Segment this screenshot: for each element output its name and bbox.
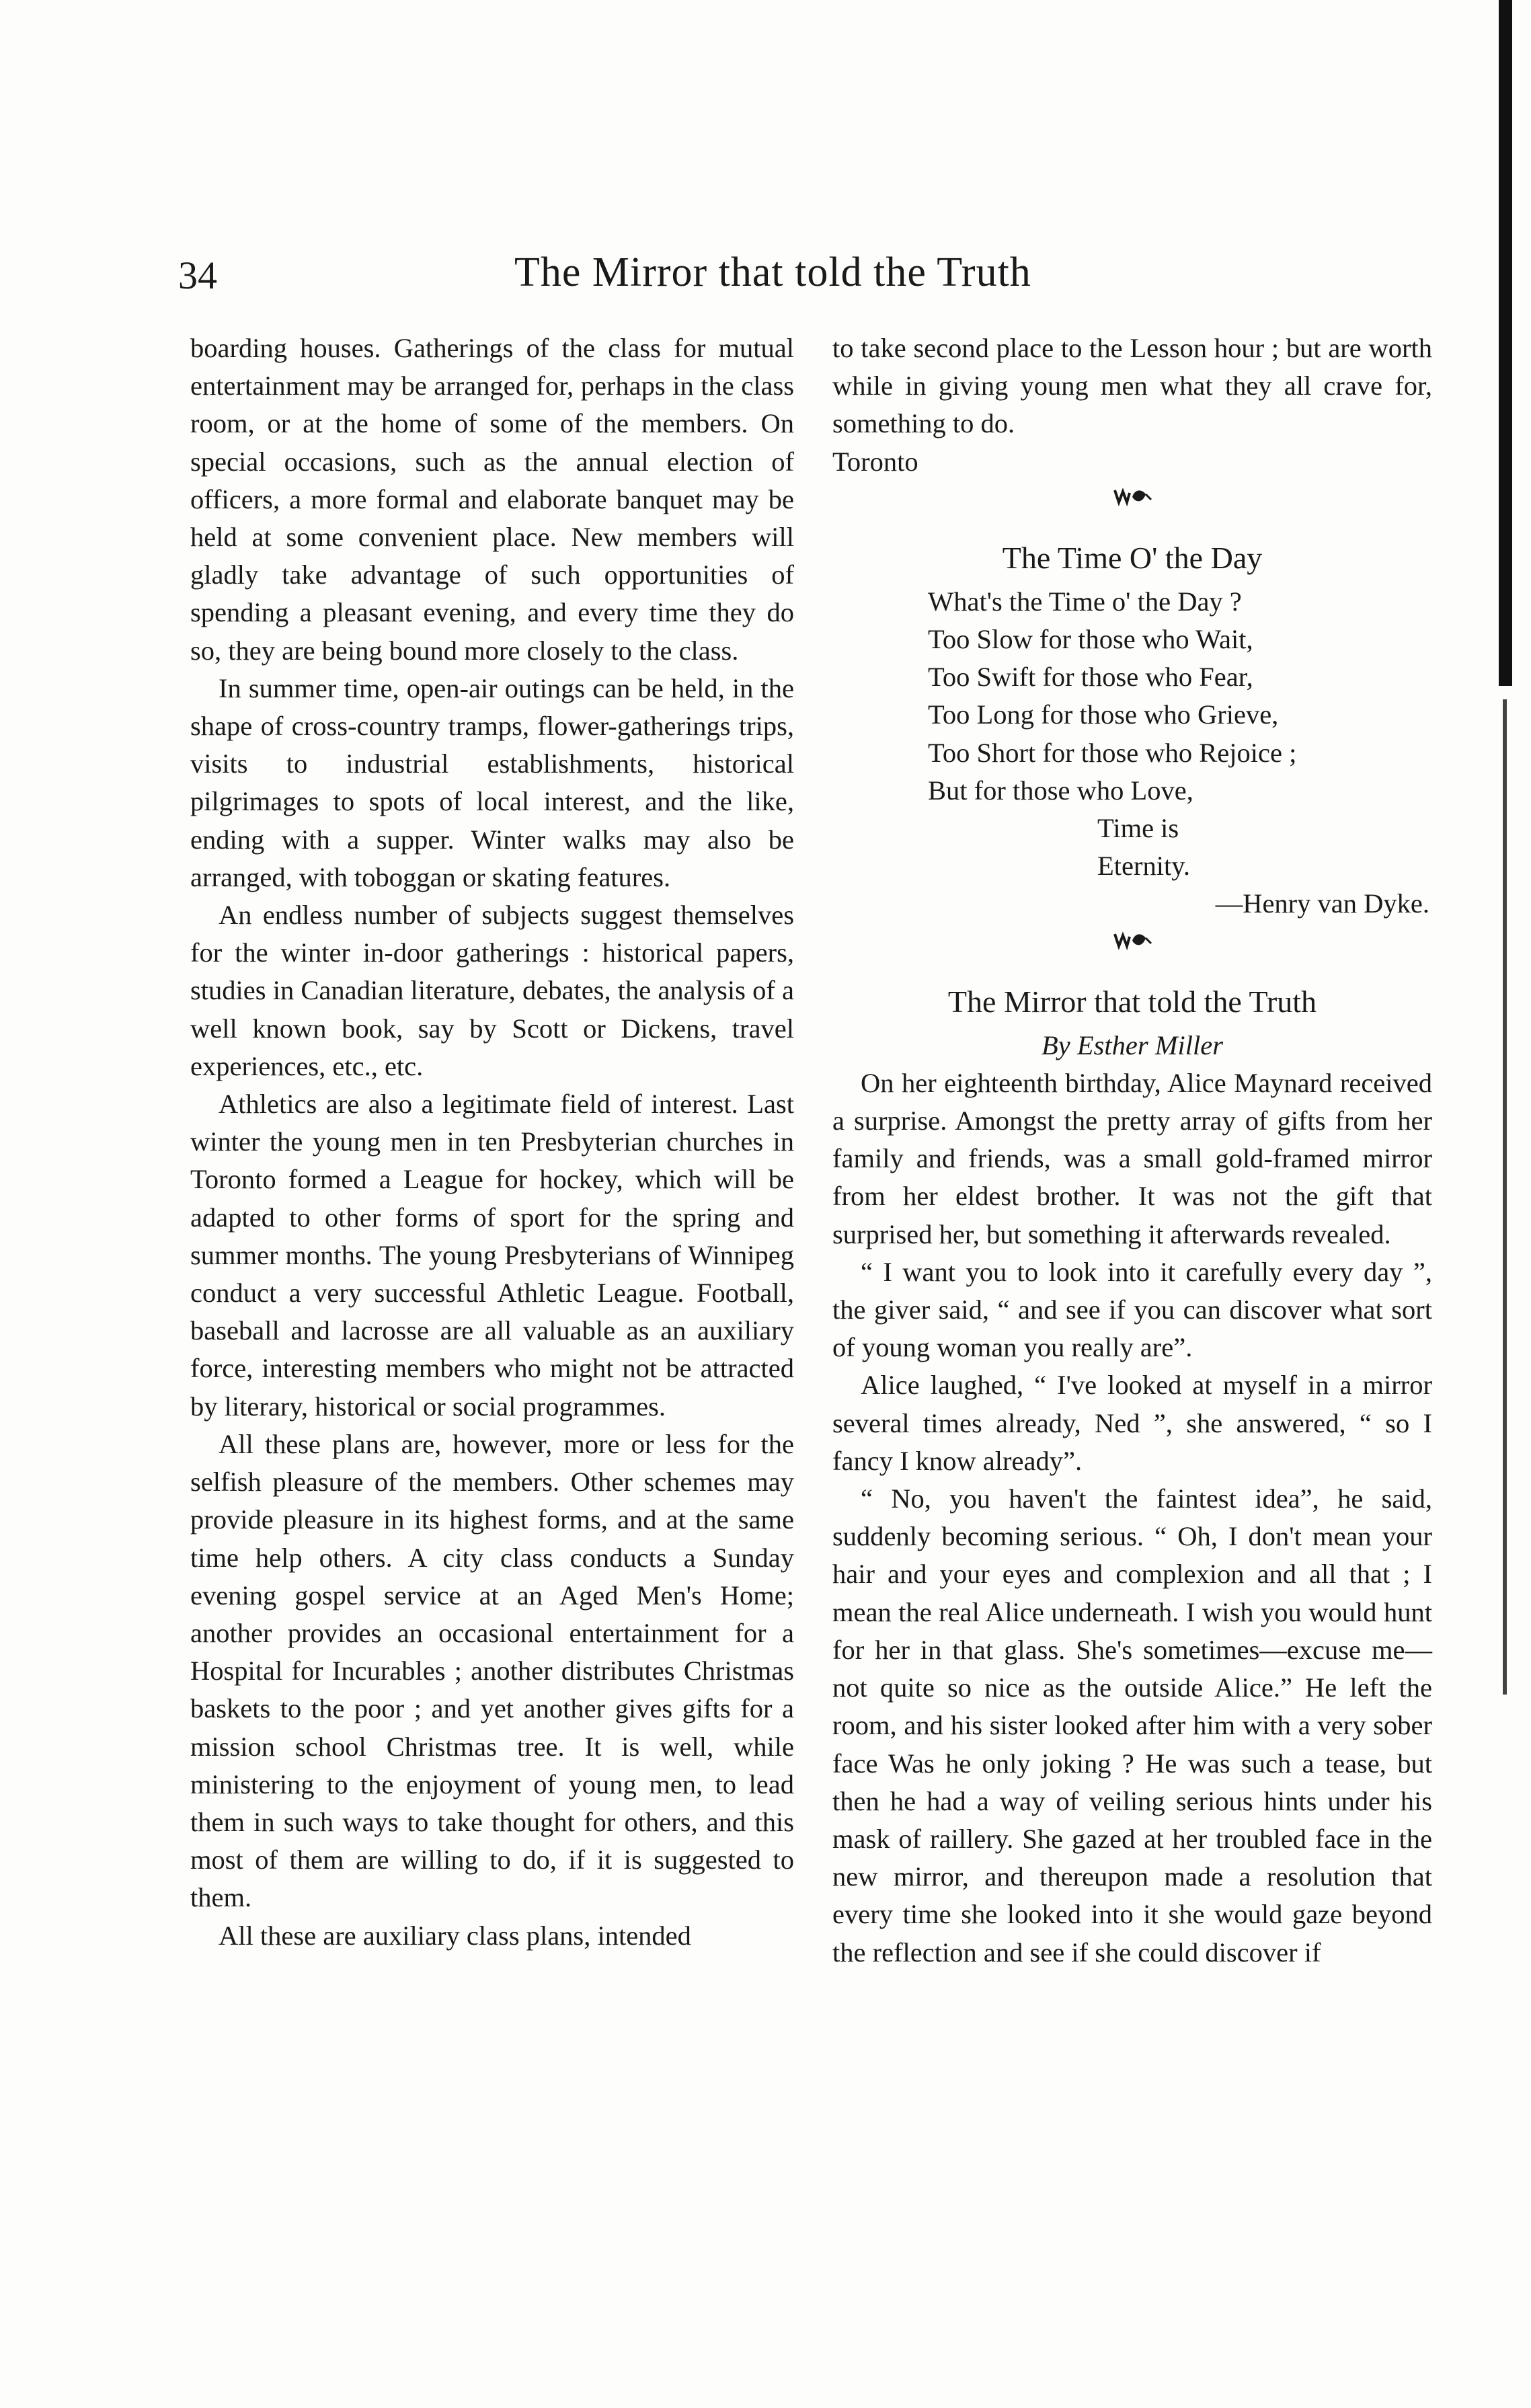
paragraph: On her eighteenth birthday, Alice Maynard received a surprise. Amongst the pretty array of gifts from her family and friends, was a small gold-framed mirror from her eldest brother. It was not the gift that surprised her, but something it afterwards revealed. (832, 1067, 1432, 1249)
fleuron-ornament-icon (1112, 926, 1152, 953)
paragraph: All these are auxiliary class plans, intended (219, 1920, 691, 1951)
paragraph: Alice laughed, “ I've looked at myself in a mirror several times already, Ned ”, she answered, “ so I fancy I know already”. (832, 1370, 1432, 1476)
paragraph: An endless number of subjects suggest themselves for the winter in-door gatherings : historical papers, studies in Canadian literature, debates, the analysis of a well known book, say by Scott or Dickens, travel experiences, etc., etc. (190, 900, 794, 1081)
paragraph: boarding houses. Gatherings of the class for mutual entertainment may be arranged for, perhaps in the class room, or at the home of some of the members. On special occasions, such as the annual election of officers, a more formal and elaborate banquet may be held at some convenient place. New members will gladly take advantage of such opportunities of spending a pleasant evening, and every time they do so, they are being bound more closely to the class. (190, 333, 794, 666)
poem-line: Too Long for those who Grieve, (928, 699, 1279, 730)
poem-line: What's the Time o' the Day ? (928, 586, 1242, 617)
poem-attribution: —Henry van Dyke. (1215, 888, 1429, 919)
left-column (190, 329, 794, 1955)
poem-line: Too Swift for those who Fear, (928, 662, 1253, 693)
fleuron-ornament-icon (1112, 482, 1152, 509)
paragraph: to take second place to the Lesson hour ; but are worth while in giving young men what they all crave for, something to do. (832, 333, 1432, 439)
poem-line: Time is (1097, 813, 1179, 844)
paragraph: “ I want you to look into it carefully every day ”, the giver said, “ and see if you can discover what sort of young woman you really are”. (832, 1256, 1432, 1363)
poem-line: Too Short for those who Rejoice ; (928, 737, 1297, 768)
paragraph: All these plans are, however, more or less for the selfish pleasure of the members. Other schemes may provide pleasure in its highest forms, and at the same time help others. A city class conducts a Sunday evening gospel service at an Aged Men's Home; another provides an occasional entertainment for a Hospital for Incurables ; another distributes Christmas baskets to the poor ; and yet another gives gifts for a mission school Christmas tree. It is well, while ministering to the enjoyment of young men, to lead them in such ways to take thought for others, and this most of them are willing to do, if it is suggested to them. (190, 1428, 794, 1913)
byline: By Esther Miller (1042, 1030, 1223, 1060)
fleuron-ornament-icon (832, 926, 1432, 964)
poem-line: But for those who Love, (928, 775, 1193, 806)
paragraph: “ No, you haven't the faintest idea”, he said, suddenly becoming serious. “ Oh, I don't mean your hair and your eyes and complexion and all that ; I mean the real Alice underneath. I wish you would hunt for her in that glass. She's sometimes—excuse me—not quite so nice as the outside Alice.” He left the room, and his sister looked after him with a very sober face Was he only joking ? He was such a tease, but then he had a way of veiling serious hints under his mask of raillery. She gazed at her troubled face in the new mirror, and thereupon made a resolution that every time she looked into it she would gaze beyond the reflection and see if she could discover if (832, 1483, 1432, 1968)
fleuron-ornament-icon (832, 482, 1432, 520)
poem-title: The Time O' the Day (1002, 540, 1263, 575)
poem-line: Eternity. (1097, 851, 1190, 882)
page-number: 34 (178, 254, 217, 297)
paragraph: In summer time, open-air outings can be held, in the shape of cross-country tramps, flower-gatherings trips, visits to industrial establishments, historical pilgrimages to spots of local interest, and the like, ending with a supper. Winter walks may also be arranged, with toboggan or skating features. (190, 672, 794, 892)
poem-line: Too Slow for those who Wait, (928, 624, 1253, 655)
right-column (832, 329, 1432, 1972)
scan-edge-line (1503, 699, 1507, 1695)
scan-edge-shadow (1499, 0, 1512, 686)
poem (832, 583, 1432, 923)
story-title: The Mirror that told the Truth (947, 984, 1317, 1019)
paragraph: Athletics are also a legitimate field of interest. Last winter the young men in ten Presbyterian churches in Toronto formed a League for hockey, which will be adapted to other forms of sport for the spring and summer months. The young Presbyterians of Winnipeg conduct a very successful Athletic League. Football, baseball and lacrosse are all valuable as an auxiliary force, interesting members who might not be attracted by literary, historical or social programmes. (190, 1089, 794, 1422)
running-title: The Mirror that told the Truth (514, 249, 1031, 295)
signoff-place: Toronto (832, 446, 918, 477)
